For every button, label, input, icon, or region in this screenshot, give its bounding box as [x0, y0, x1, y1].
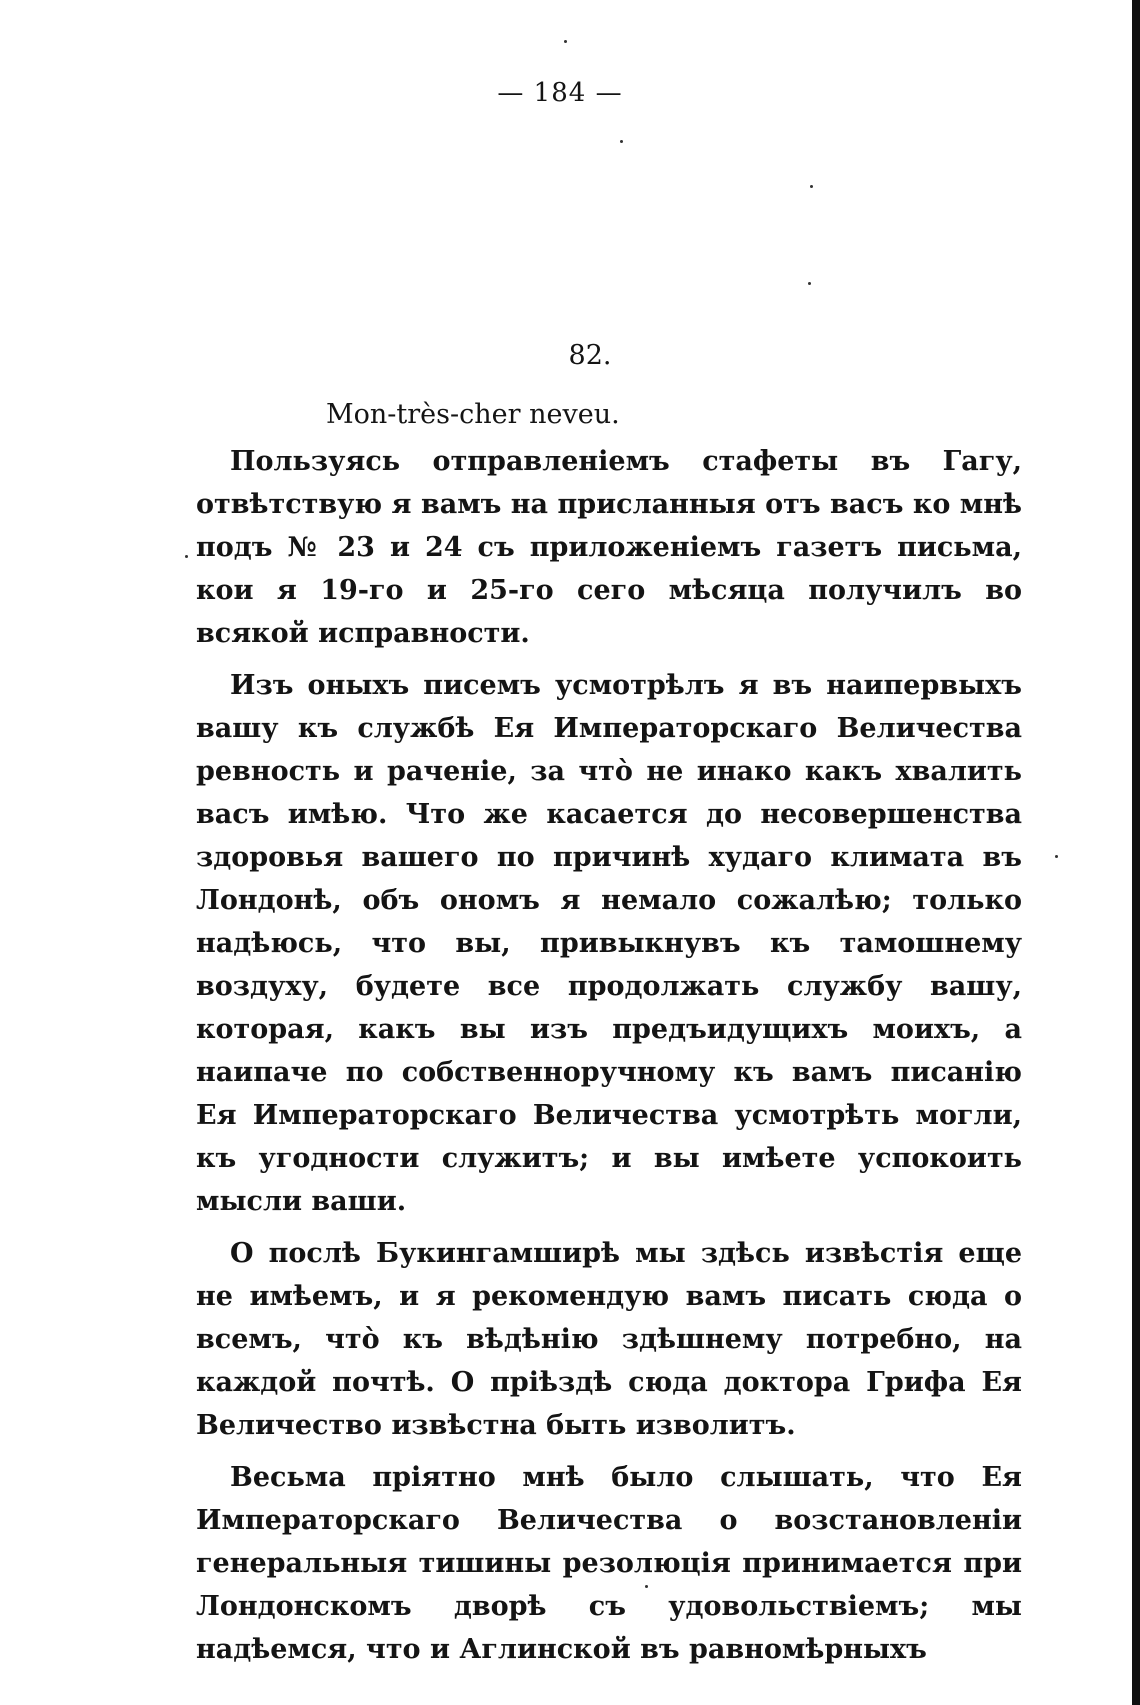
paragraph: Весьма пріятно мнѣ было слышать, что Ея Императорскаго Величества о возстановленіи генеральныя тишины резолюція принимается при Лондонскомъ дворѣ съ удовольствіемъ; мы надѣемся, что и Аглинской въ равномѣрныхъ: [196, 1462, 1022, 1665]
scan-speck: [1055, 855, 1058, 858]
letter-number: 82.: [568, 340, 612, 371]
scan-speck: [564, 40, 567, 43]
scan-speck: [185, 555, 188, 558]
letter-body: [196, 398, 1022, 1680]
scan-speck: [810, 185, 813, 188]
scan-speck: [808, 282, 811, 285]
salutation: Mon-très-cher neveu.: [326, 399, 620, 430]
paragraph: Изъ оныхъ писемъ усмотрѣлъ я въ наипервыхъ вашу къ службѣ Ея Императорскаго Величества ревность и раченіе, за что̀ не инако какъ хвалить васъ имѣю. Что же касается до несовершенства здоровья вашего по причинѣ худаго климата въ Лондонѣ, объ ономъ я немало сожалѣю; только надѣюсь, что вы, привыкнувъ къ тамошнему воздуху, будете все продолжать службу вашу, которая, какъ вы изъ предъидущихъ моихъ, а наипаче по собственноручному къ вамъ писанію Ея Императорскаго Величества усмотрѣть могли, къ угодности служитъ; и вы имѣете успокоить мысли ваши.: [196, 670, 1022, 1217]
page-edge-shadow: [1132, 0, 1140, 1705]
paragraph: О послѣ Букингамширѣ мы здѣсь извѣстія еще не имѣемъ, и я рекомендую вамъ писать сюда о всемъ, что̀ къ вѣдѣнію здѣшнему потребно, на каждой почтѣ. О пріѣздѣ сюда доктора Грифа Ея Величество извѣстна быть изволитъ.: [196, 1238, 1022, 1441]
scan-speck: [620, 140, 623, 143]
page-number: — 184 —: [497, 78, 623, 108]
paragraph: Пользуясь отправленіемъ стафеты въ Гагу, отвѣтствую я вамъ на присланныя отъ васъ ко мнѣ подъ № 23 и 24 съ приложеніемъ газетъ письма, кои я 19-го и 25-го сего мѣсяца получилъ во всякой исправности.: [196, 446, 1022, 649]
